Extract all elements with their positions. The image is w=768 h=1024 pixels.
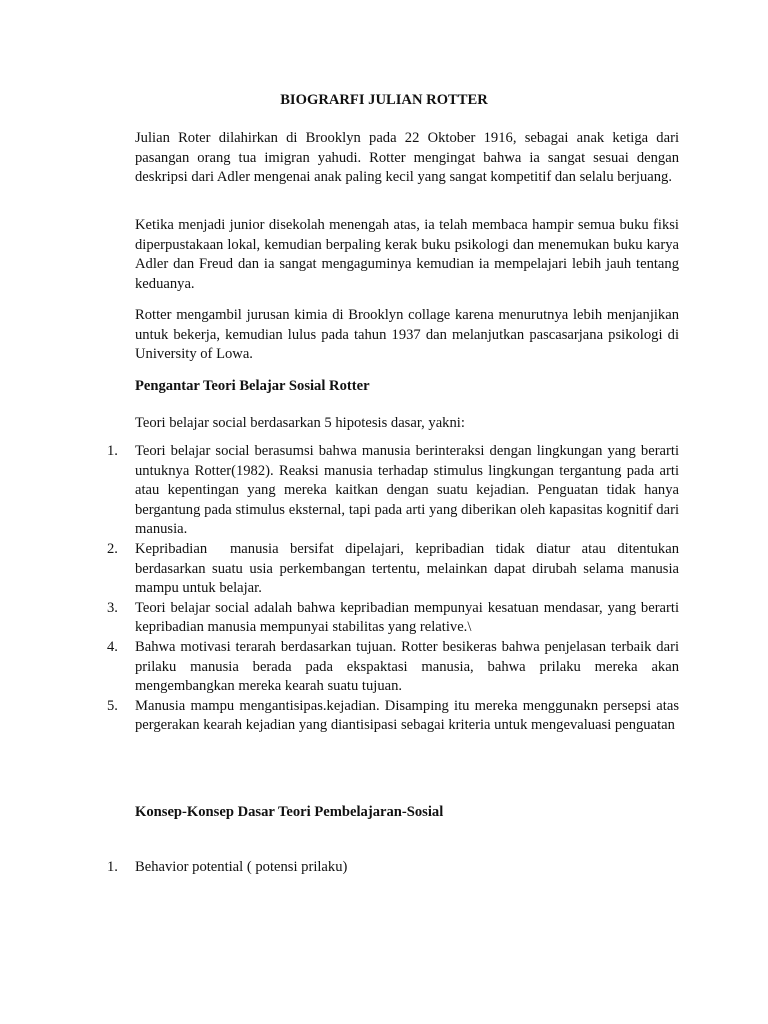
list-item-text: Kepribadian manusia bersifat dipelajari, kepribadian tidak diatur atau ditentukan berdasarkan suatu usia perkembangan tertentu, melainkan dapat dirubah selama manusia mampu untuk belajar. xyxy=(135,540,683,597)
concept-list xyxy=(0,858,768,878)
list-number: 1. xyxy=(107,859,118,875)
list-number: 2. xyxy=(107,540,118,557)
paragraph-biography-2: Ketika menjadi junior disekolah menengah atas, ia telah membaca hampir semua buku fiksi diperpustakaan lokal, kemudian berpaling kerak buku psikologi dan menemukan buku karya Adler dan Freud dan ia sangat mengaguminya kemudian ia mempelajari lebih jauh tentang keduanya. xyxy=(135,217,679,292)
list-item-text: Teori belajar social berasumsi bahwa manusia berinteraksi dengan lingkungan yang berarti untuknya Rotter(1982). Reaksi manusia terhadap stimulus lingkungan tergantung pada arti atau kepentingan yang mereka kaitkan dengan suatu kejadian. Penguatan tidak hanya bergantung pada stimulus eksternal, tapi pada arti yang diberikan oleh kapasitas kognitif dari manusia. xyxy=(135,443,679,538)
paragraph-biography-1: Julian Roter dilahirkan di Brooklyn pada 22 Oktober 1916, sebagai anak ketiga dari pasangan orang tua imigran yahudi. Rotter mengingat bahwa ia sangat sesuai dengan deskripsi dari Adler mengenai anak paling kecil yang sangat kompetitif dan selalu berjuang. xyxy=(135,130,679,186)
section-heading-konsep: Konsep-Konsep Dasar Teori Pembelajaran-Sosial xyxy=(135,804,444,820)
document-title: BIOGRARFI JULIAN ROTTER xyxy=(280,92,488,108)
section-heading-pengantar: Pengantar Teori Belajar Sosial Rotter xyxy=(135,378,370,394)
section-intro: Teori belajar social berdasarkan 5 hipotesis dasar, yakni: xyxy=(135,415,465,431)
list-item xyxy=(0,638,679,697)
list-item-text: Behavior potential ( potensi prilaku) xyxy=(135,859,348,875)
list-item-text: Manusia mampu mengantisipas.kejadian. Disamping itu mereka menggunakn persepsi atas pergerakan kearah kejadian yang diantisipasi sebagai kriteria untuk mengevaluasi penguatan xyxy=(135,697,679,734)
list-item-text: Teori belajar social adalah bahwa kepribadian mempunyai kesatuan mendasar, yang berarti kepribadian manusia mempunyai stabilitas yang relative.\ xyxy=(135,599,679,636)
list-number: 4. xyxy=(107,638,118,655)
list-item xyxy=(0,599,679,638)
list-number: 1. xyxy=(107,443,118,459)
list-item xyxy=(0,858,679,878)
list-item xyxy=(0,697,679,736)
paragraph-biography-3: Rotter mengambil jurusan kimia di Brooklyn collage karena menurutnya lebih menjanjikan untuk bekerja, kemudian lulus pada tahun 1937 dan melanjutkan pascasarjana psikologi di University of Lowa. xyxy=(135,307,679,363)
list-item xyxy=(0,540,683,599)
list-item xyxy=(0,442,679,540)
list-number: 5. xyxy=(107,697,118,714)
list-number: 3. xyxy=(107,599,118,616)
hypothesis-list xyxy=(0,442,768,736)
list-item-text: Bahwa motivasi terarah berdasarkan tujuan. Rotter besikeras bahwa penjelasan terbaik dari prilaku manusia berada pada ekspaktasi manusia, bahwa prilaku mereka akan mengembangkan mereka kearah suatu tujuan. xyxy=(135,638,679,695)
